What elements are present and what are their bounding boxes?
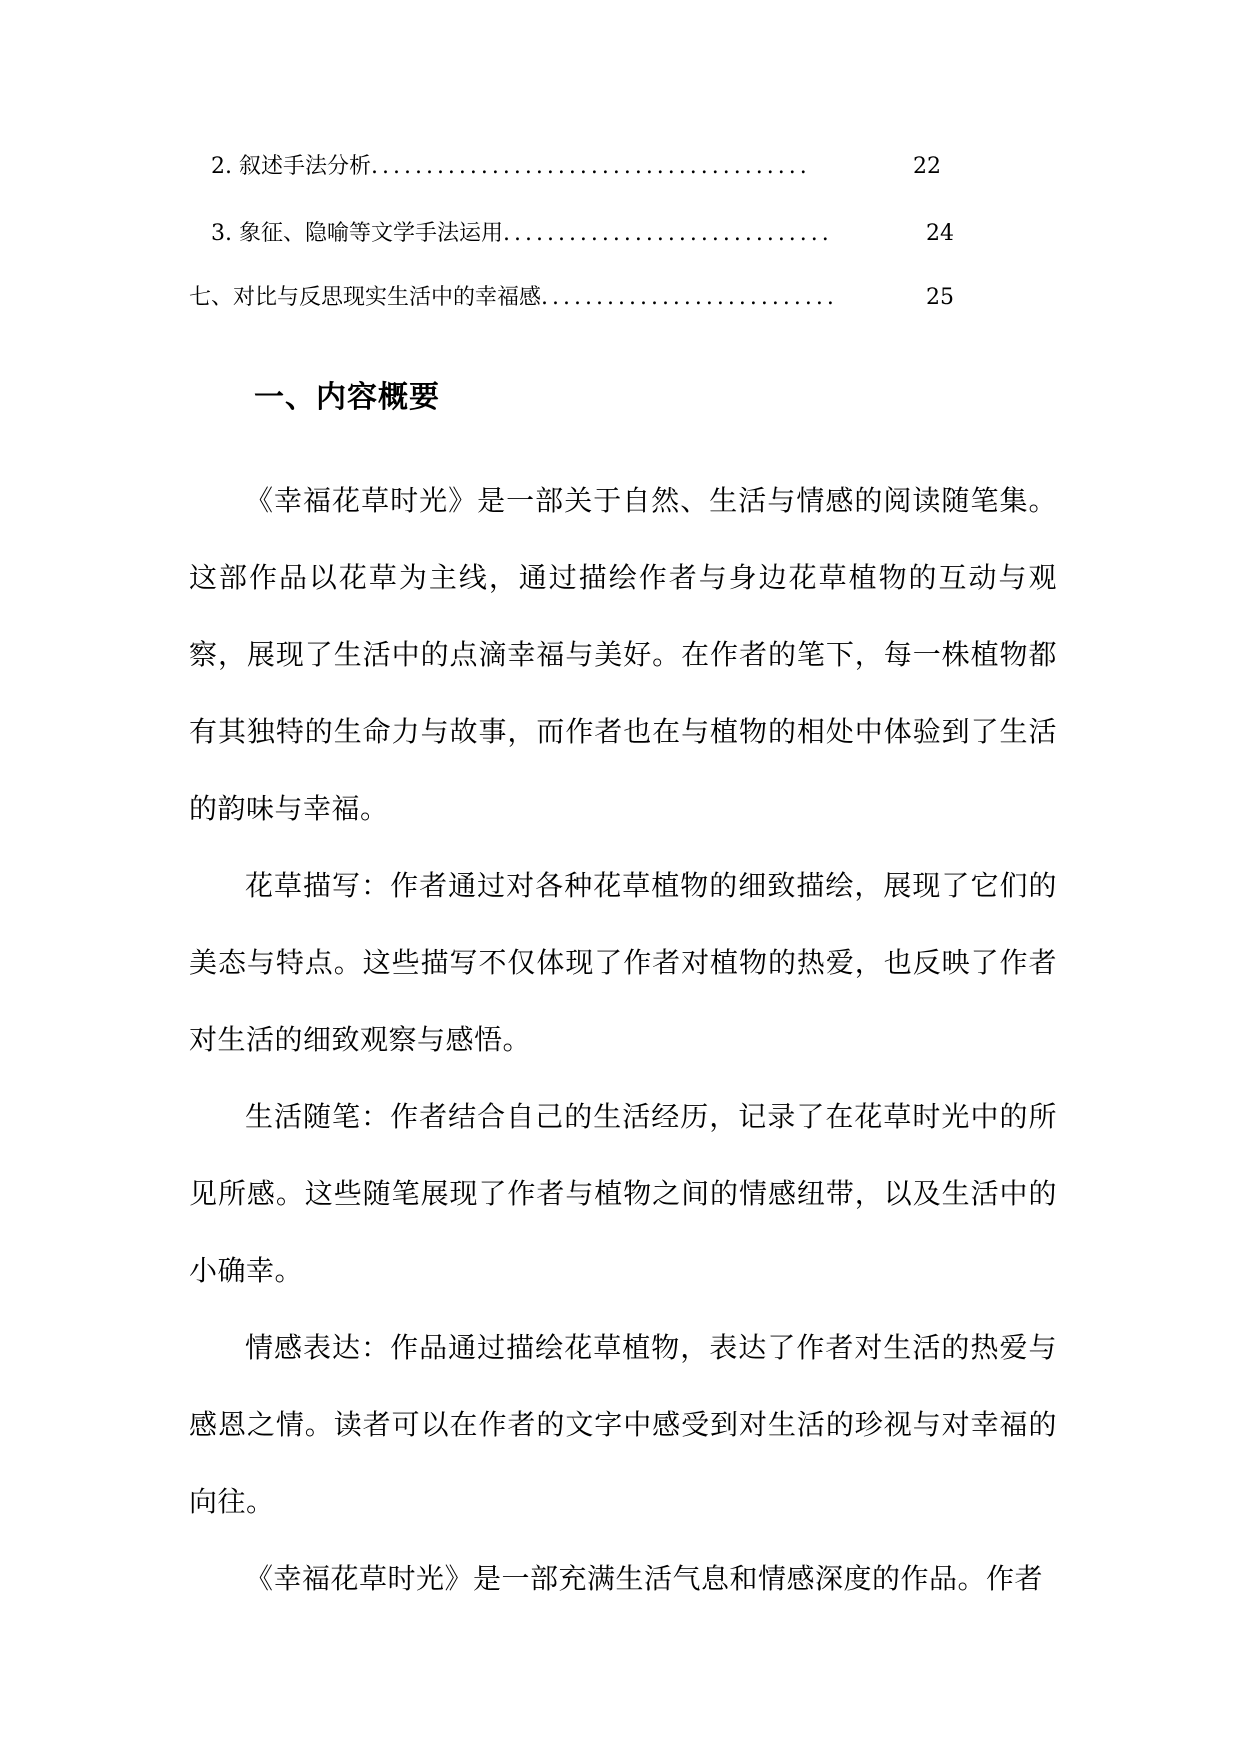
toc-page-number: 25 <box>924 280 954 316</box>
paragraph-conclusion: 《幸福花草时光》是一部充满生活气息和情感深度的作品。作者 <box>245 1562 1044 1595</box>
toc-entry-title: 七、对比与反思现实生活中的幸福感 <box>189 285 542 310</box>
toc-leader-dots: ........................................ <box>370 154 811 179</box>
toc-entry[interactable] <box>211 149 941 185</box>
toc-leader-dots: .............................. <box>502 221 833 246</box>
toc-entry-title: 3. 象征、隐喻等文学手法运用 <box>211 221 503 246</box>
toc-entry[interactable] <box>189 280 954 316</box>
toc-leader-dots: ........................... <box>541 285 838 310</box>
paragraph-summary: 《幸福花草时光》是一部关于自然、生活与情感的阅读随笔集。这部作品以花草为主线，通过描绘作者与身边花草植物的互动与观察，展现了生活中的点滴幸福与美好。在作者的笔下，每一株植物都有其独特的生命力与故事，而作者也在与植物的相处中体验到了生活的韵味与幸福。 <box>189 484 1057 825</box>
toc-entry-title: 2. 叙述手法分析 <box>211 154 371 179</box>
section-body <box>189 462 1057 1617</box>
paragraph-life-essay: 生活随笔：作者结合自己的生活经历，记录了在花草时光中的所见所感。这些随笔展现了作者与植物之间的情感纽带，以及生活中的小确幸。 <box>189 1100 1057 1287</box>
paragraph-emotion: 情感表达：作品通过描绘花草植物，表达了作者对生活的热爱与感恩之情。读者可以在作者的文字中感受到对生活的珍视与对幸福的向往。 <box>189 1331 1057 1518</box>
section-heading: 一、内容概要 <box>254 380 440 415</box>
toc-page-number: 24 <box>924 216 954 252</box>
paragraph-flower-description: 花草描写：作者通过对各种花草植物的细致描绘，展现了它们的美态与特点。这些描写不仅体现了作者对植物的热爱，也反映了作者对生活的细致观察与感悟。 <box>189 869 1057 1056</box>
toc-page-number: 22 <box>911 149 941 185</box>
toc-entry[interactable] <box>211 216 954 252</box>
